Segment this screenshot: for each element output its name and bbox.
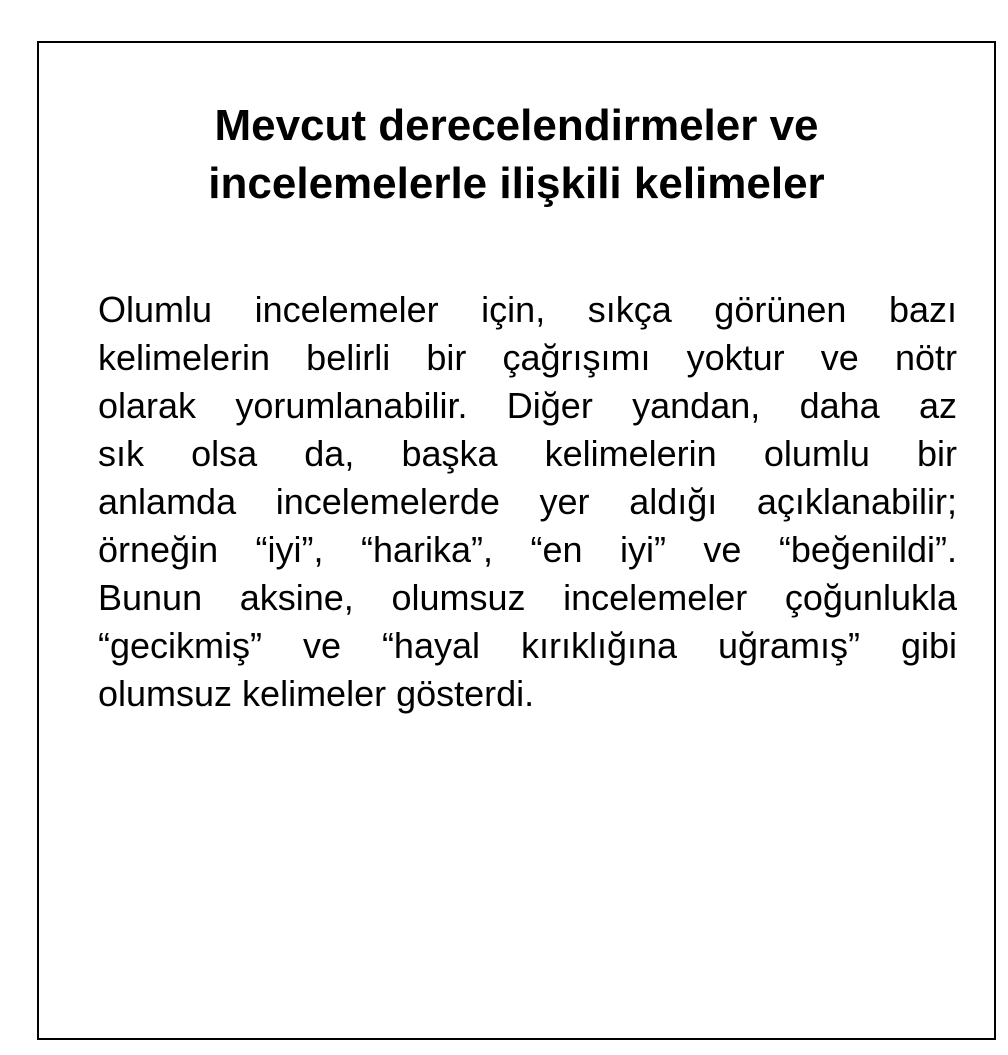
paragraph-line: olumsuz kelimeler gösterdi. bbox=[98, 673, 535, 714]
paragraph-line: Olumlu incelemeler için, sıkça görünen bazı bbox=[98, 289, 957, 330]
paragraph-line: anlamda incelemelerde yer aldığı açıklanabilir; bbox=[98, 481, 957, 522]
title-line: incelemelerle ilişkili kelimeler bbox=[208, 159, 825, 208]
paragraph-line: örneğin “iyi”, “harika”, “en iyi” ve “beğenildi”. bbox=[98, 529, 957, 570]
body-paragraph bbox=[98, 286, 957, 718]
paragraph-line: olarak yorumlanabilir. Diğer yandan, daha az bbox=[98, 385, 957, 426]
paragraph-line: sık olsa da, başka kelimelerin olumlu bir bbox=[98, 433, 957, 474]
paragraph-line: “gecikmiş” ve “hayal kırıklığına uğramış” gibi bbox=[98, 625, 957, 666]
paragraph-line: kelimelerin belirli bir çağrışımı yoktur ve nötr bbox=[98, 337, 957, 378]
title-line: Mevcut derecelendirmeler ve bbox=[214, 101, 819, 150]
paragraph-line: Bunun aksine, olumsuz incelemeler çoğunlukla bbox=[98, 577, 957, 618]
text-panel bbox=[37, 41, 996, 1040]
panel-title bbox=[39, 97, 994, 213]
